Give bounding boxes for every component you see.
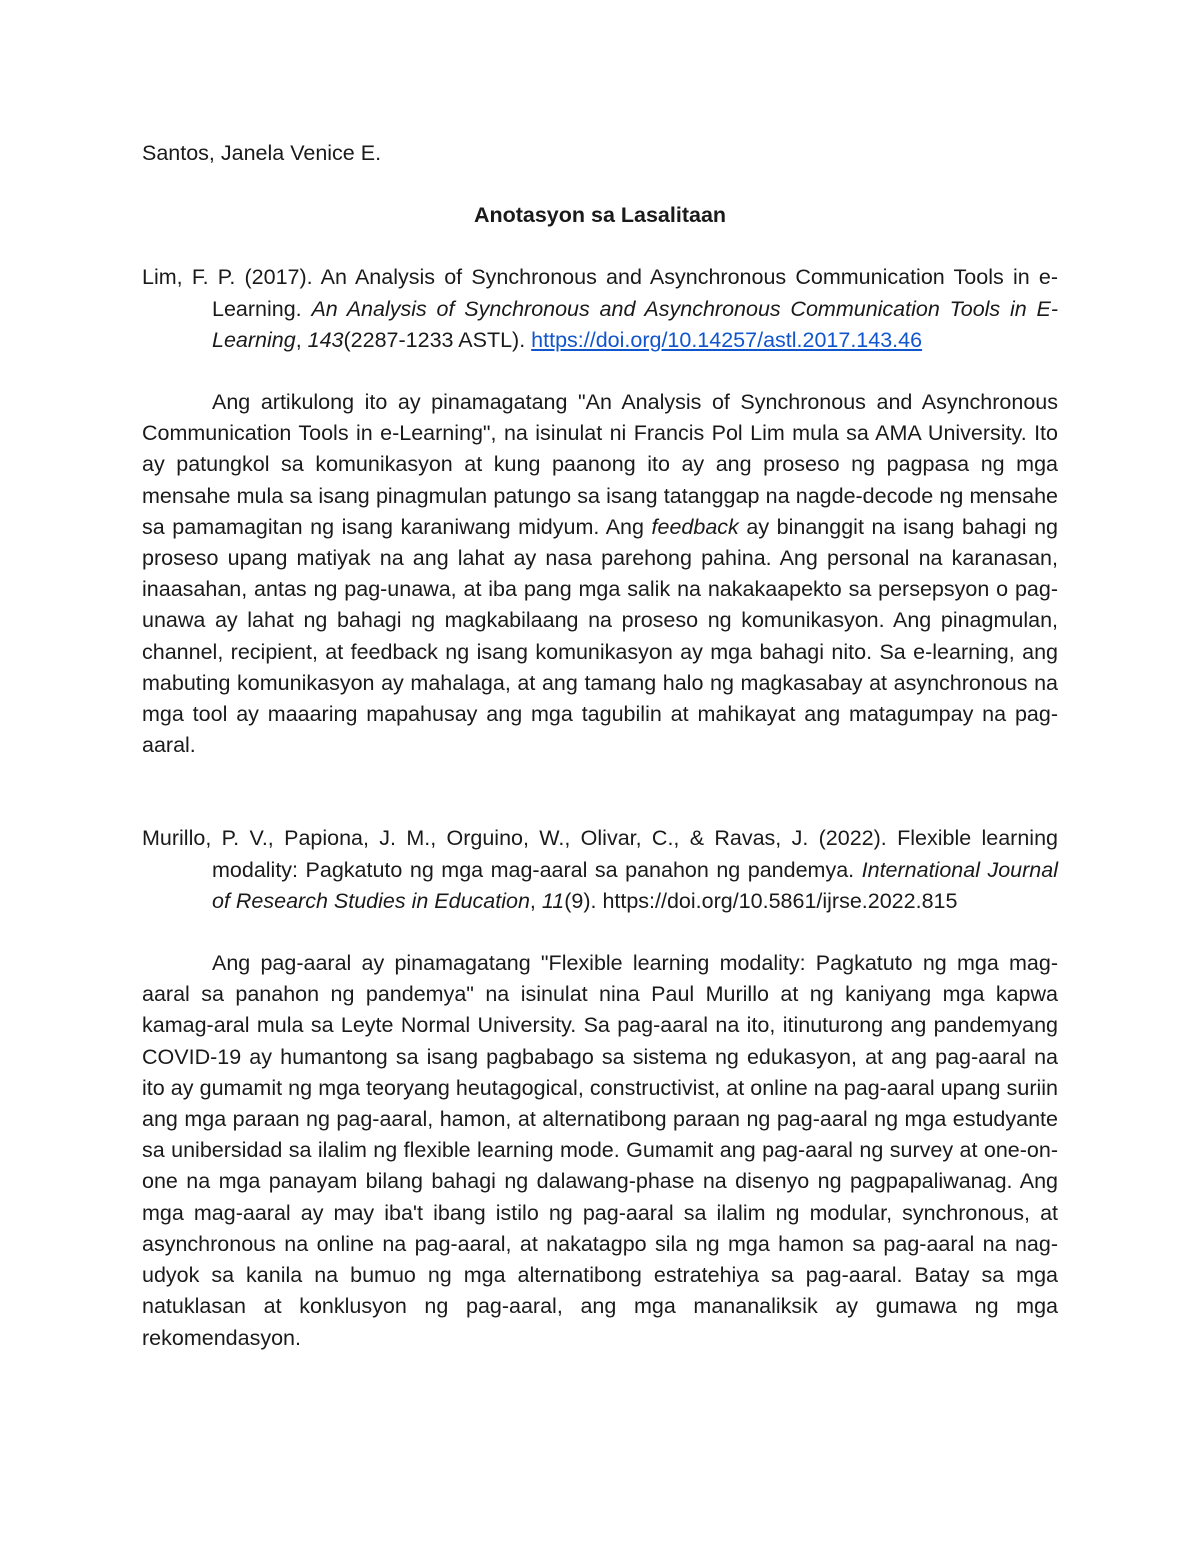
reference-entry-lim [142, 262, 1058, 356]
document-page [142, 138, 1058, 1354]
citation-lead: Lim, F. P. (2017). An Analysis of Synchronous and Asynchronous Communication Tools in e-Learning. [142, 265, 1058, 321]
paragraph-gap [142, 761, 1058, 792]
volume-number: 11 [541, 888, 565, 913]
annotation-lim [142, 387, 1058, 761]
paragraph-gap [142, 792, 1058, 823]
document-title: Anotasyon sa Lasalitaan [473, 203, 727, 228]
annotation-emphasis: feedback [651, 514, 739, 539]
author-name: Santos, Janela Venice E. [142, 141, 382, 165]
citation-rest: (9). [564, 888, 603, 913]
doi-link[interactable]: https://doi.org/10.14257/astl.2017.143.46 [531, 327, 923, 352]
journal-title: International Journal of Research Studies in Education [212, 857, 1058, 913]
citation-murillo [142, 823, 1058, 917]
journal-title: An Analysis of Synchronous and Asynchronous Communication Tools in E-Learning [212, 296, 1058, 352]
annotation-text-part2: ay binanggit na isang bahagi ng proseso upang matiyak na ang lahat ay nasa parehong pahina. Ang personal na karanasan, inaasahan, antas ng pag-unawa, at iba pang mga salik na nakakaapekto sa persepsyon o pag-unawa ay lahat ng bahagi ng magkabilaang na proseso ng komunikasyon. Ang pinagmulan, channel, recipient, at feedback ng isang komunikasyon ay mga bahagi nito. Sa e-learning, ang mabuting komunikasyon ay mahalaga, at ang tamang halo ng magkasabay at asynchronous na mga tool ay maaaring mapahusay ang mga tagubilin at mahikayat ang matagumpay na pag-aaral. [142, 514, 1058, 758]
doi-text: https://doi.org/10.5861/ijrse.2022.815 [602, 888, 958, 913]
citation-lim [142, 262, 1058, 356]
citation-lead: Murillo, P. V., Papiona, J. M., Orguino, W., Olivar, C., & Ravas, J. (2022). Flexible learning modality: Pagkatuto ng mga mag-aaral sa panahon ng pandemya. [142, 826, 1058, 882]
citation-rest: (2287-1233 ASTL). [343, 327, 532, 352]
citation-separator: , [529, 888, 542, 913]
reference-entry-murillo [142, 823, 1058, 917]
annotation-text-part1: Ang artikulong ito ay pinamagatang "An Analysis of Synchronous and Asynchronous Communication Tools in e-Learning", na isinulat ni Francis Pol Lim mula sa AMA University. Ito ay patungkol sa komunikasyon at kung paanong ito ay ang proseso ng pagpasa ng mga mensahe mula sa isang pinagmulan patungo sa isang tatanggap na nagde-decode ng mensahe sa pamamagitan ng isang karaniwang midyum. Ang [142, 390, 1058, 539]
citation-separator: , [295, 327, 308, 352]
annotation-murillo: Ang pag-aaral ay pinamagatang "Flexible learning modality: Pagkatuto ng mga mag-aaral sa panahon ng pandemya" na isinulat nina Paul Murillo at ng kaniyang mga kapwa kamag-aral mula sa Leyte Normal University. Sa pag-aaral na ito, itinuturong ang pandemyang COVID-19 ay humantong sa isang pagbabago sa sistema ng edukasyon, at ang pag-aaral na ito ay gumamit ng mga teoryang heutagogical, constructivist, at online na pag-aaral upang suriin ang mga paraan ng pag-aaral, hamon, at alternatibong paraan ng pag-aaral ng mga estudyante sa unibersidad sa ilalim ng flexible learning mode. Gumamit ang pag-aaral ng survey at one-on-one na mga panayam bilang bahagi ng dalawang-phase na disenyo ng pagpapaliwanag. Ang mga mag-aaral ay may iba't ibang istilo ng pag-aaral sa ilalim ng modular, synchronous, at asynchronous na online na pag-aaral, at nakatagpo sila ng mga hamon sa pag-aaral na nag-udyok sa kanila na bumuo ng mga alternatibong estratehiya sa pag-aaral. Batay sa mga natuklasan at konklusyon ng pag-aaral, ang mga mananaliksik ay gumawa ng mga rekomendasyon. [142, 951, 1058, 1350]
volume-number: 143 [307, 327, 344, 352]
